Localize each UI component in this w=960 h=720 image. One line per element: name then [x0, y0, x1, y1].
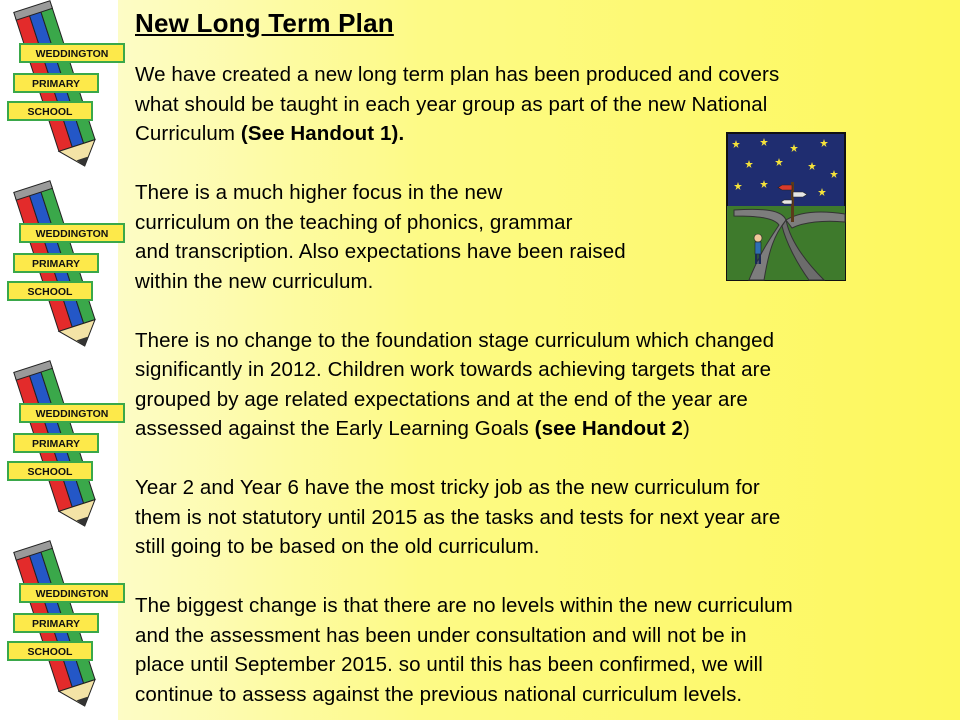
school-logo-pencil [0, 180, 126, 355]
para3-line4 [135, 414, 950, 444]
school-logo-4 [0, 540, 126, 715]
svg-text:WEDDINGTON: WEDDINGTON [35, 588, 109, 600]
para2-line4: within the new curriculum. [135, 269, 374, 293]
para1-line1: We have created a new long term plan has been produced and covers [135, 63, 780, 86]
school-logo-pencil [0, 0, 126, 175]
para5-line3: place until September 2015. so until this has been confirmed, we will [135, 653, 763, 676]
svg-text:WEDDINGTON: WEDDINGTON [35, 408, 109, 420]
logo-sidebar [0, 0, 126, 720]
school-logo-2 [0, 180, 126, 355]
handout1-reference: (See Handout 1). [240, 122, 405, 145]
para3-line4-text: assessed against the Early Learning Goals [135, 417, 535, 440]
handout2-reference: (see Handout 2 [534, 417, 683, 440]
page-title: New Long Term Plan [135, 8, 394, 38]
para4-line2: them is not statutory until 2015 as the tasks and tests for next year are [135, 505, 781, 529]
para2-line3: and transcription. Also expectations have been raised [135, 240, 626, 263]
svg-text:SCHOOL: SCHOOL [27, 286, 73, 298]
school-logo-pencil [0, 360, 126, 535]
svg-text:PRIMARY: PRIMARY [31, 258, 81, 270]
school-logo-3 [0, 360, 126, 535]
para2-line1: There is a much higher focus in the new [135, 181, 503, 204]
para3-line4-end: ) [682, 417, 690, 440]
svg-text:PRIMARY: PRIMARY [31, 438, 81, 450]
para2-line2: curriculum on the teaching of phonics, grammar [135, 210, 573, 234]
para3-line2: significantly in 2012. Children work towards achieving targets that are [135, 358, 772, 381]
crossroads-signpost-clipart [724, 130, 848, 283]
school-logo-1 [0, 0, 126, 175]
para4-line1: Year 2 and Year 6 have the most tricky job as the new curriculum for [135, 476, 760, 499]
para5-line4: continue to assess against the previous national curriculum levels. [135, 682, 743, 706]
para5-line1: The biggest change is that there are no levels within the new curriculum [135, 594, 793, 617]
svg-text:PRIMARY: PRIMARY [31, 618, 81, 630]
para5-line2: and the assessment has been under consultation and will not be in [135, 623, 747, 647]
svg-text:PRIMARY: PRIMARY [31, 78, 81, 90]
para1-line2: what should be taught in each year group as part of the new National [135, 92, 768, 116]
svg-text:SCHOOL: SCHOOL [27, 106, 73, 118]
para3-line3: grouped by age related expectations and at the end of the year are [135, 387, 748, 411]
svg-text:WEDDINGTON: WEDDINGTON [35, 48, 109, 60]
svg-text:SCHOOL: SCHOOL [27, 466, 73, 478]
para3-line1: There is no change to the foundation stage curriculum which changed [135, 328, 775, 352]
svg-text:WEDDINGTON: WEDDINGTON [35, 228, 109, 240]
svg-text:SCHOOL: SCHOOL [27, 646, 73, 658]
para1-line3-text: Curriculum [135, 122, 241, 145]
para4-line3: still going to be based on the old curriculum. [135, 535, 540, 558]
school-logo-pencil [0, 540, 126, 715]
